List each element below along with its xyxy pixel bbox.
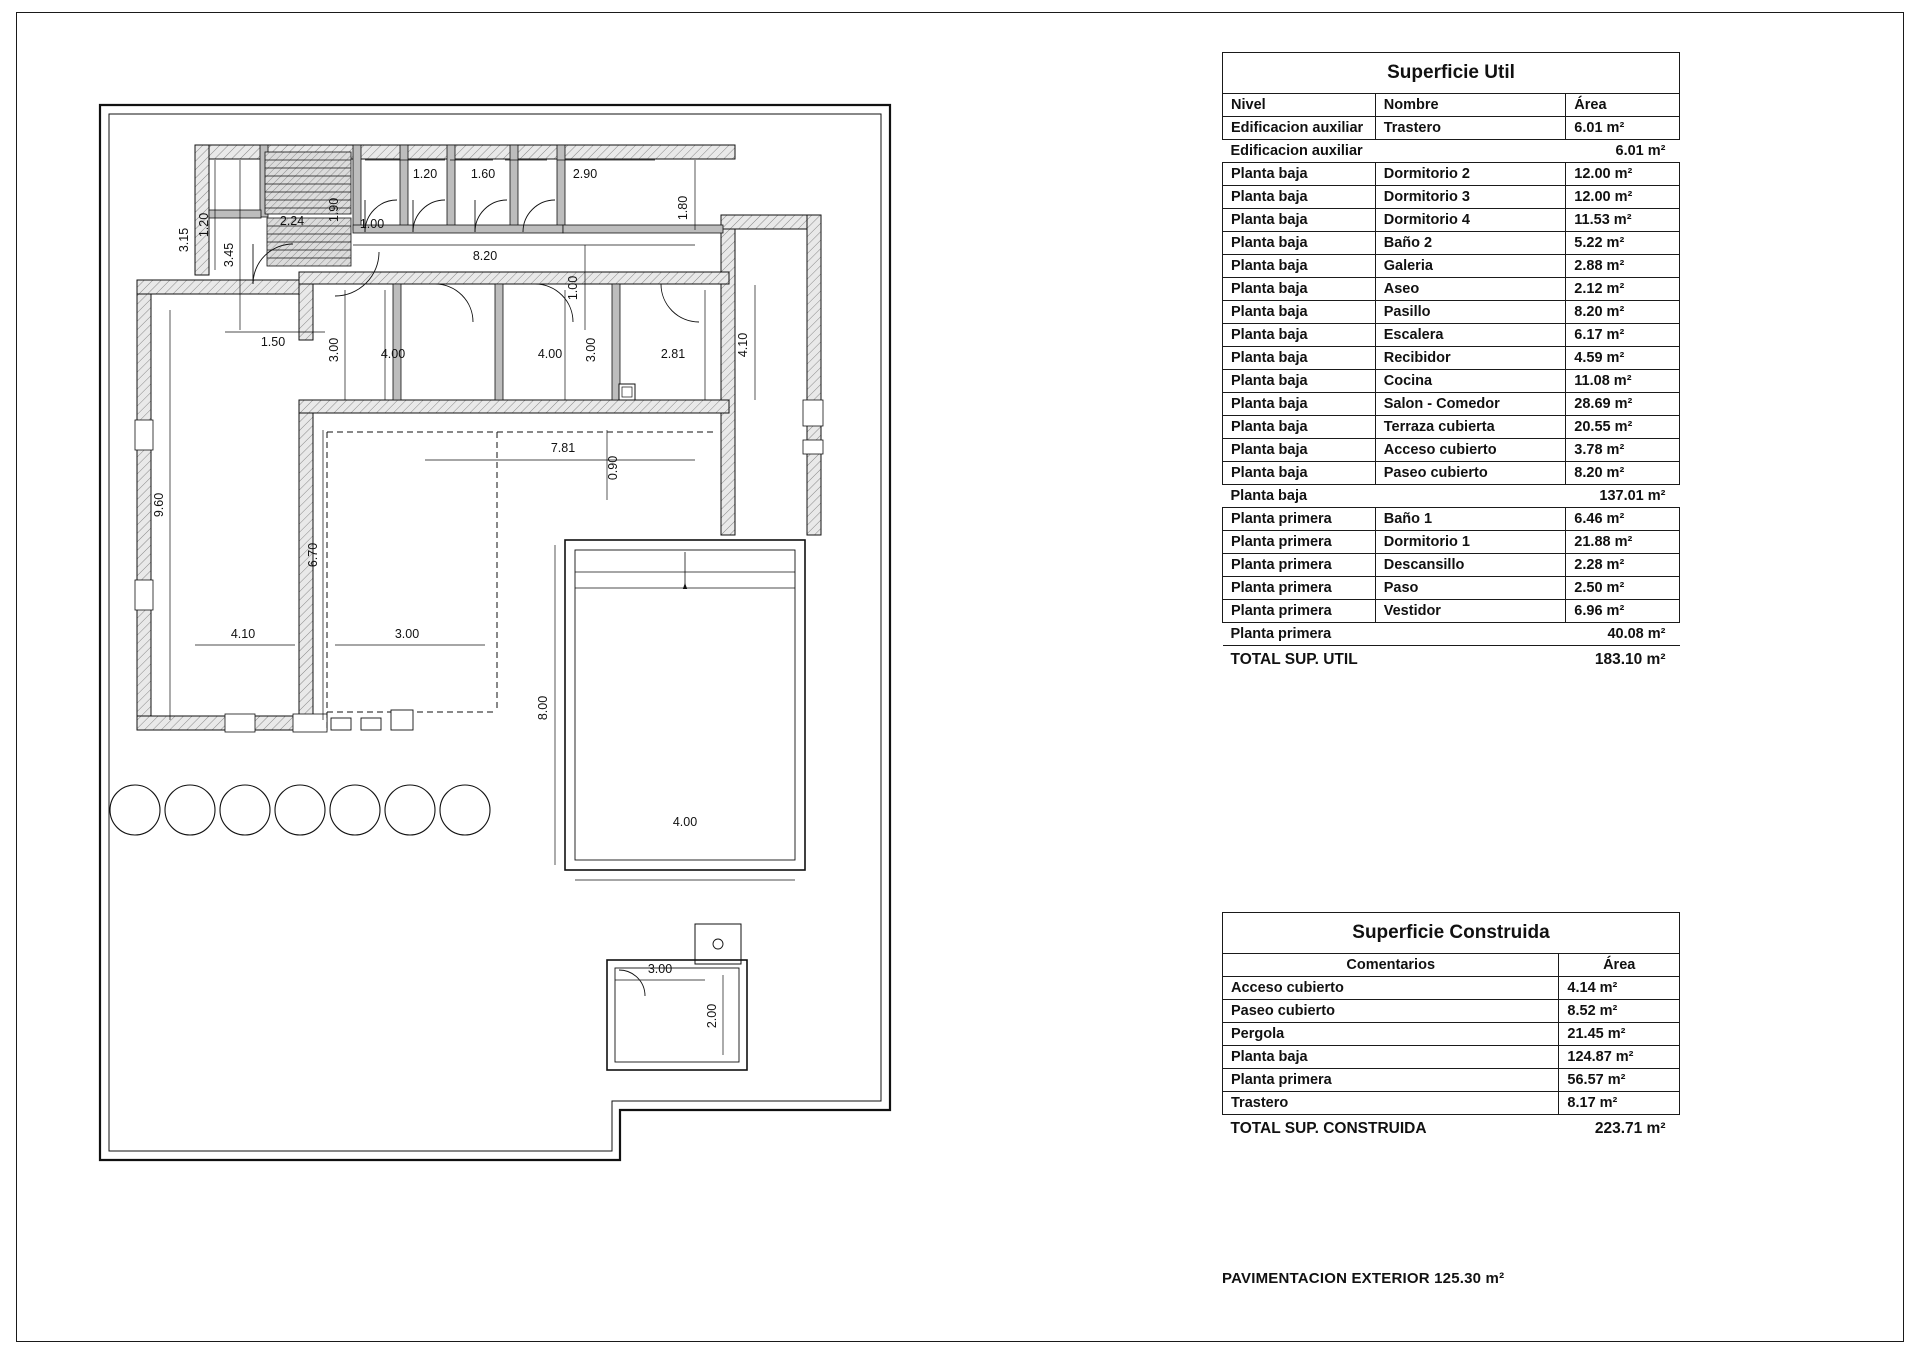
util-table-row [1223, 393, 1680, 416]
constr-cell-area: 21.45 m² [1559, 1023, 1680, 1046]
dim-1-50: 1.50 [260, 335, 286, 349]
util-cell-area: 6.01 m² [1566, 117, 1680, 140]
constr-cell-area: 8.52 m² [1559, 1000, 1680, 1023]
constr-cell-nombre: Acceso cubierto [1223, 977, 1559, 1000]
util-cell-nivel: Planta primera [1223, 577, 1376, 600]
util-subtotal-value: 137.01 m² [1566, 485, 1680, 508]
dim-8-00: 8.00 [536, 695, 550, 721]
util-cell-nombre: Salon - Comedor [1375, 393, 1566, 416]
util-cell-nombre: Pasillo [1375, 301, 1566, 324]
util-table-row [1223, 439, 1680, 462]
pavimentacion-exterior-note: PAVIMENTACION EXTERIOR 125.30 m² [1222, 1270, 1505, 1287]
dim-2-90: 2.90 [572, 167, 598, 181]
util-subtotal-row [1223, 140, 1680, 163]
util-subtotal-value: 40.08 m² [1566, 623, 1680, 646]
util-header-area: Área [1566, 94, 1680, 117]
util-cell-area: 6.46 m² [1566, 508, 1680, 531]
util-subtotal-label: Planta primera [1223, 623, 1566, 646]
util-cell-area: 20.55 m² [1566, 416, 1680, 439]
util-cell-area: 8.20 m² [1566, 462, 1680, 485]
util-subtotal-label: Planta baja [1223, 485, 1566, 508]
util-cell-nivel: Planta baja [1223, 439, 1376, 462]
util-table-header-row [1223, 94, 1680, 117]
dim-3-00d: 3.00 [647, 962, 673, 976]
util-table-row [1223, 531, 1680, 554]
util-cell-nivel: Planta baja [1223, 255, 1376, 278]
util-table-row [1223, 600, 1680, 623]
util-cell-nivel: Planta primera [1223, 600, 1376, 623]
util-total-value: 183.10 m² [1594, 651, 1666, 668]
util-table-row [1223, 301, 1680, 324]
constr-table-row [1223, 977, 1680, 1000]
dim-1-80: 1.80 [676, 195, 690, 221]
util-cell-nombre: Dormitorio 1 [1375, 531, 1566, 554]
dim-1-60: 1.60 [470, 167, 496, 181]
dim-1-20b: 1.20 [412, 167, 438, 181]
util-cell-nombre: Escalera [1375, 324, 1566, 347]
constr-table-row [1223, 1069, 1680, 1092]
util-cell-nivel: Planta primera [1223, 554, 1376, 577]
util-cell-nombre: Trastero [1375, 117, 1566, 140]
dim-9-60: 9.60 [152, 492, 166, 518]
util-cell-nivel: Planta baja [1223, 163, 1376, 186]
util-cell-area: 21.88 m² [1566, 531, 1680, 554]
util-total-label: TOTAL SUP. UTIL [1230, 651, 1358, 668]
util-cell-nivel: Planta baja [1223, 416, 1376, 439]
util-cell-nombre: Descansillo [1375, 554, 1566, 577]
util-table-row [1223, 232, 1680, 255]
util-cell-nivel: Planta baja [1223, 301, 1376, 324]
util-cell-nombre: Terraza cubierta [1375, 416, 1566, 439]
util-cell-nivel: Planta baja [1223, 232, 1376, 255]
constr-cell-area: 8.17 m² [1559, 1092, 1680, 1115]
constr-table-row [1223, 1000, 1680, 1023]
dim-3-00a: 3.00 [327, 337, 341, 363]
util-cell-nivel: Planta baja [1223, 347, 1376, 370]
floor-plan-drawing [95, 100, 955, 1200]
util-cell-area: 2.28 m² [1566, 554, 1680, 577]
util-table-row [1223, 508, 1680, 531]
superficie-util-table [1222, 52, 1680, 672]
util-cell-area: 11.08 m² [1566, 370, 1680, 393]
util-cell-nombre: Paseo cubierto [1375, 462, 1566, 485]
constr-cell-nombre: Pergola [1223, 1023, 1559, 1046]
util-cell-nivel: Planta baja [1223, 209, 1376, 232]
dim-4-00a: 4.00 [380, 347, 406, 361]
constr-total-row [1223, 1115, 1680, 1142]
util-table-row [1223, 577, 1680, 600]
util-cell-area: 4.59 m² [1566, 347, 1680, 370]
util-cell-nombre: Acceso cubierto [1375, 439, 1566, 462]
dim-3-45: 3.45 [222, 242, 236, 268]
util-cell-area: 2.50 m² [1566, 577, 1680, 600]
util-cell-nivel: Edificacion auxiliar [1223, 117, 1376, 140]
constr-cell-nombre: Paseo cubierto [1223, 1000, 1559, 1023]
dim-1-00a: 1.00 [359, 217, 385, 231]
util-cell-nivel: Planta baja [1223, 370, 1376, 393]
util-cell-nombre: Baño 2 [1375, 232, 1566, 255]
util-cell-nombre: Recibidor [1375, 347, 1566, 370]
util-cell-area: 6.96 m² [1566, 600, 1680, 623]
util-subtotal-row [1223, 623, 1680, 646]
dim-4-00c: 4.00 [672, 815, 698, 829]
util-cell-nivel: Planta baja [1223, 462, 1376, 485]
superficie-construida-table [1222, 912, 1680, 1141]
util-table-row [1223, 209, 1680, 232]
dim-3-00c: 3.00 [394, 627, 420, 641]
constr-cell-area: 56.57 m² [1559, 1069, 1680, 1092]
util-header-nombre: Nombre [1375, 94, 1566, 117]
util-cell-area: 11.53 m² [1566, 209, 1680, 232]
util-cell-nivel: Planta baja [1223, 278, 1376, 301]
dim-7-81: 7.81 [550, 441, 576, 455]
util-table-row [1223, 370, 1680, 393]
dim-8-20: 8.20 [472, 249, 498, 263]
constr-cell-area: 124.87 m² [1559, 1046, 1680, 1069]
util-cell-nombre: Cocina [1375, 370, 1566, 393]
util-table-row [1223, 554, 1680, 577]
util-cell-area: 12.00 m² [1566, 186, 1680, 209]
util-table-row [1223, 163, 1680, 186]
util-cell-area: 6.17 m² [1566, 324, 1680, 347]
constr-table-row [1223, 1046, 1680, 1069]
util-cell-nombre: Vestidor [1375, 600, 1566, 623]
constr-cell-area: 4.14 m² [1559, 977, 1680, 1000]
util-cell-nivel: Planta baja [1223, 393, 1376, 416]
util-cell-nivel: Planta primera [1223, 531, 1376, 554]
dim-4-10b: 4.10 [230, 627, 256, 641]
dim-2-00: 2.00 [705, 1003, 719, 1029]
util-cell-nivel: Planta primera [1223, 508, 1376, 531]
dim-0-90: 0.90 [606, 455, 620, 481]
util-cell-area: 8.20 m² [1566, 301, 1680, 324]
dim-1-90: 1.90 [327, 197, 341, 223]
util-subtotal-value: 6.01 m² [1566, 140, 1680, 163]
util-table-row [1223, 255, 1680, 278]
dim-4-10a: 4.10 [736, 332, 750, 358]
util-cell-area: 2.88 m² [1566, 255, 1680, 278]
util-cell-nombre: Dormitorio 3 [1375, 186, 1566, 209]
dim-2-81: 2.81 [660, 347, 686, 361]
util-cell-nombre: Dormitorio 4 [1375, 209, 1566, 232]
util-table-row [1223, 416, 1680, 439]
util-table-row [1223, 278, 1680, 301]
constr-table-header-row [1223, 954, 1680, 977]
util-cell-area: 5.22 m² [1566, 232, 1680, 255]
util-cell-nivel: Planta baja [1223, 186, 1376, 209]
util-table-title-row [1223, 53, 1680, 94]
dim-1-00b: 1.00 [566, 275, 580, 301]
util-cell-area: 2.12 m² [1566, 278, 1680, 301]
constr-cell-nombre: Planta baja [1223, 1046, 1559, 1069]
constr-table-title: Superficie Construida [1223, 913, 1680, 954]
util-cell-nombre: Galeria [1375, 255, 1566, 278]
constr-table-row [1223, 1092, 1680, 1115]
constr-table-row [1223, 1023, 1680, 1046]
util-table-row [1223, 324, 1680, 347]
util-table-row [1223, 462, 1680, 485]
constr-table-title-row [1223, 913, 1680, 954]
constr-header-area: Área [1559, 954, 1680, 977]
dim-3-15: 3.15 [177, 227, 191, 253]
util-cell-nombre: Aseo [1375, 278, 1566, 301]
util-table-title: Superficie Util [1223, 53, 1680, 94]
util-cell-area: 3.78 m² [1566, 439, 1680, 462]
constr-header-comentarios: Comentarios [1223, 954, 1559, 977]
constr-cell-nombre: Planta primera [1223, 1069, 1559, 1092]
util-table-row [1223, 186, 1680, 209]
constr-total-label: TOTAL SUP. CONSTRUIDA [1230, 1120, 1427, 1137]
dim-4-00b: 4.00 [537, 347, 563, 361]
util-subtotal-row [1223, 485, 1680, 508]
util-cell-nombre: Baño 1 [1375, 508, 1566, 531]
dim-2-24: 2.24 [279, 214, 305, 228]
util-table-row [1223, 117, 1680, 140]
util-total-row [1223, 646, 1680, 673]
util-cell-area: 12.00 m² [1566, 163, 1680, 186]
util-table-row [1223, 347, 1680, 370]
util-header-nivel: Nivel [1223, 94, 1376, 117]
constr-total-value: 223.71 m² [1594, 1120, 1666, 1137]
dim-6-70: 6.70 [306, 542, 320, 568]
util-cell-nombre: Dormitorio 2 [1375, 163, 1566, 186]
util-subtotal-label: Edificacion auxiliar [1223, 140, 1566, 163]
constr-cell-nombre: Trastero [1223, 1092, 1559, 1115]
util-cell-nombre: Paso [1375, 577, 1566, 600]
util-cell-area: 28.69 m² [1566, 393, 1680, 416]
dim-3-00b: 3.00 [584, 337, 598, 363]
dim-1-20a: 1.20 [197, 212, 211, 238]
util-cell-nivel: Planta baja [1223, 324, 1376, 347]
